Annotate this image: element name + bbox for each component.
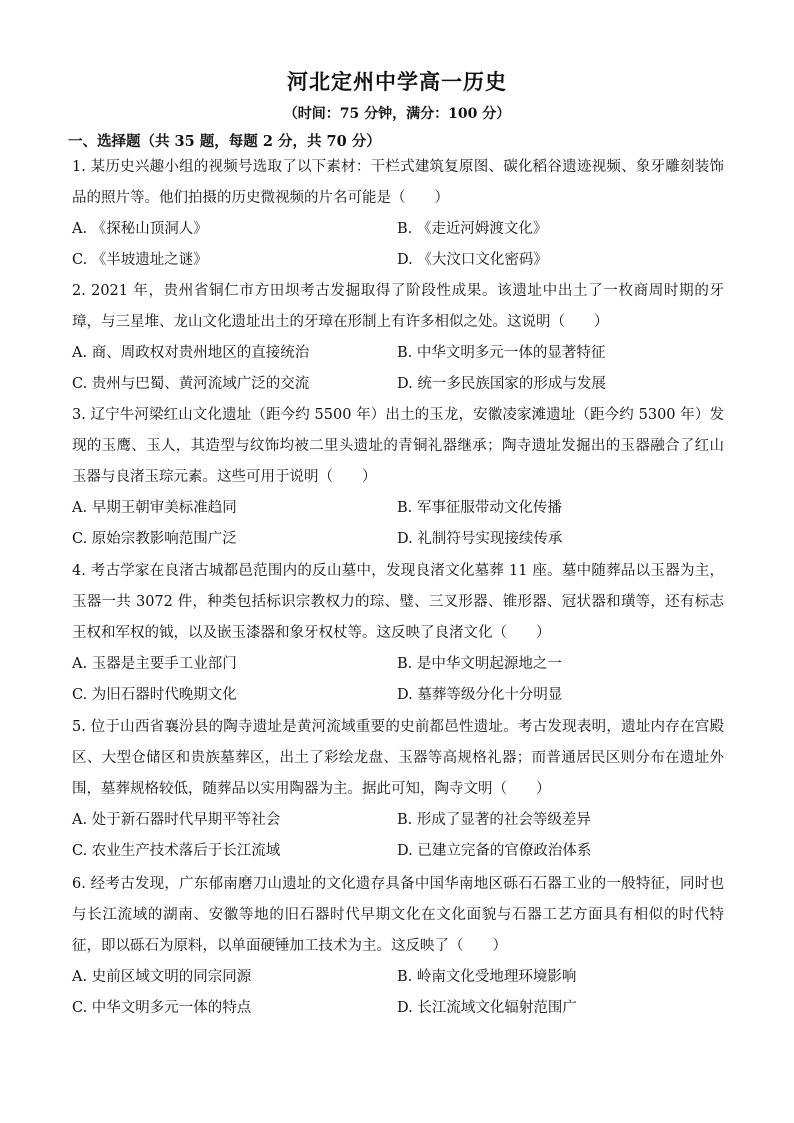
question-stem: 6. 经考古发现，广东郁南磨刀山遗址的文化遗存具备中国华南地区砾石石器工业的一般特征，同时也与长江流域的湖南、安徽等地的旧石器时代早期文化在文化面貌与石器工艺方面具有相似的时代特征，即以砾石为原料，以单面硬锤加工技术为主。这反映了（ ） (72, 876, 724, 954)
options (72, 493, 724, 555)
option-d: D. 统一多民族国家的形成与发展 (397, 376, 606, 392)
option-a: A. 早期王朝审美标准趋同 (72, 500, 237, 516)
question-4 (72, 556, 724, 711)
option-c: C. 为旧石器时代晚期文化 (72, 687, 237, 703)
option-a: A. 《探秘山顶洞人》 (72, 221, 208, 237)
option-a: A. 处于新石器时代早期平等社会 (72, 812, 281, 828)
option-a: A. 史前区域文明的同宗同源 (72, 969, 252, 985)
options (72, 649, 724, 711)
question-1 (72, 152, 724, 276)
option-a: A. 商、周政权对贵州地区的直接统治 (72, 345, 310, 361)
option-b: B. 《走近河姆渡文化》 (397, 221, 548, 237)
section-heading: 一、选择题（共 35 题，每题 2 分，共 70 分） (68, 133, 381, 150)
options (72, 214, 724, 276)
question-5 (72, 712, 724, 867)
option-c: C. 中华文明多元一体的特点 (72, 1000, 252, 1016)
option-d: D. 已建立完备的官僚政治体系 (397, 843, 592, 859)
option-b: B. 中华文明多元一体的显著特征 (397, 345, 606, 361)
question-stem: 4. 考古学家在良渚古城都邑范围内的反山墓中，发现良渚文化墓葬 11 座。墓中随葬品以玉器为主，玉器一共 3072 件，种类包括标识宗教权力的琮、璧、三叉形器、锥形器、冠状器和璜等，还有标志王权和军权的钺，以及嵌玉漆器和象牙权杖等。这反映了良渚文化（ ） (72, 563, 724, 641)
page-title: 河北定州中学高一历史 (287, 69, 507, 94)
option-b: B. 军事征服带动文化传播 (397, 500, 562, 516)
options (72, 338, 724, 400)
option-d: D. 墓葬等级分化十分明显 (397, 687, 563, 703)
exam-info: （时间：75 分钟，满分：100 分） (283, 106, 511, 122)
option-c: C. 贵州与巴蜀、黄河流域广泛的交流 (72, 376, 310, 392)
option-c: C. 原始宗教影响范围广泛 (72, 531, 237, 547)
question-2 (72, 276, 724, 400)
option-b: B. 是中华文明起源地之一 (397, 656, 562, 672)
option-c: C. 农业生产技术落后于长江流域 (72, 843, 281, 859)
options (72, 805, 724, 867)
question-stem: 2. 2021 年，贵州省铜仁市方田坝考古发掘取得了阶段性成果。该遗址中出土了一枚商周时期的牙璋，与三星堆、龙山文化遗址出土的牙璋在形制上有许多相似之处。这说明（ ） (72, 283, 724, 330)
question-stem: 1. 某历史兴趣小组的视频号选取了以下素材：干栏式建筑复原图、碳化稻谷遗迹视频、象牙雕刻装饰品的照片等。他们拍摄的历史微视频的片名可能是（ ） (72, 159, 724, 206)
option-d: D. 长江流域文化辐射范围广 (397, 1000, 577, 1016)
option-d: D. 礼制符号实现接续传承 (397, 531, 563, 547)
option-b: B. 形成了显著的社会等级差异 (397, 812, 591, 828)
question-6 (72, 869, 724, 1024)
option-c: C. 《半坡遗址之谜》 (72, 252, 208, 268)
question-stem: 3. 辽宁牛河梁红山文化遗址（距今约 5500 年）出土的玉龙，安徽凌家滩遗址（距今约 5300 年）发现的玉鹰、玉人，其造型与纹饰均被二里头遗址的青铜礼器继承；陶寺遗址发掘出的玉器融合了红山玉器与良渚玉琮元素。这些可用于说明（ ） (72, 407, 724, 485)
option-d: D. 《大汶口文化密码》 (397, 252, 548, 268)
options (72, 962, 724, 1024)
question-3 (72, 400, 724, 555)
question-stem: 5. 位于山西省襄汾县的陶寺遗址是黄河流域重要的史前都邑性遗址。考古发现表明，遗址内存在宫殿区、大型仓储区和贵族墓葬区，出土了彩绘龙盘、玉器等高规格礼器；而普通居民区则分布在遗址外围，墓葬规格较低，随葬品以实用陶器为主。据此可知，陶寺文明（ ） (72, 719, 724, 797)
option-b: B. 岭南文化受地理环境影响 (397, 969, 577, 985)
option-a: A. 玉器是主要手工业部门 (72, 656, 237, 672)
